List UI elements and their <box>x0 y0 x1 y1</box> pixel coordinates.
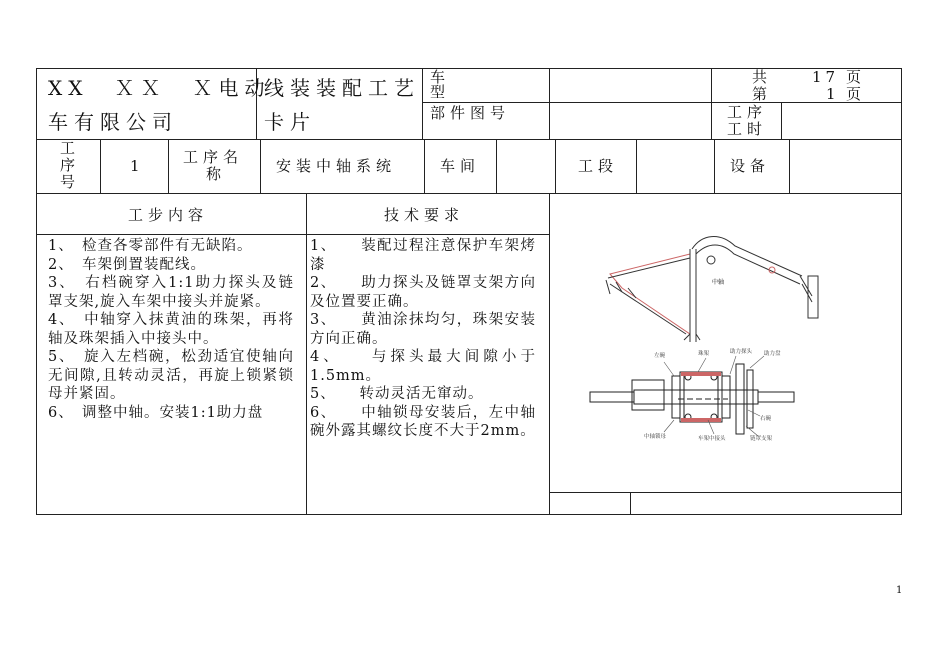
car-type-label-1: 车 <box>430 68 446 86</box>
card-title-line1: 线装装配工艺 <box>264 76 420 100</box>
label-mid-joint: 车架中接头 <box>698 436 726 442</box>
step-item: 1、 检查各零部件有无缺陷。 <box>48 238 253 254</box>
proc-no-value: 1 <box>130 157 140 175</box>
tech-item: 2、 助力探头及链罩支架方向及位置要正确。 <box>310 275 536 310</box>
total-pages-value: 17 <box>812 68 840 86</box>
frame-drawing <box>606 237 818 342</box>
process-hours-label-2: 工时 <box>727 120 768 138</box>
proc-no-label-1: 工 <box>60 139 76 157</box>
proc-no-label-2: 序 <box>60 156 76 174</box>
tech-item: 4、 与探头最大间隙小于1.5mm。 <box>310 349 536 384</box>
company-name-line1: XX ＸＸ Ｘ电动 <box>48 76 271 100</box>
tech-item: 6、 中轴锁母安装后，左中轴碗外露其螺纹长度不大于2mm。 <box>310 404 536 439</box>
step-item: 5、 旋入左档碗，松劲适宜使轴向无间隙,且转动灵活，再旋上锁紧锁母并紧固。 <box>48 349 294 402</box>
total-pages-label: 共 <box>752 68 768 86</box>
tech-item: 1、 装配过程注意保护车架烤漆 <box>310 238 536 273</box>
steps-header: 工步内容 <box>128 206 209 224</box>
equipment-label: 设备 <box>730 157 771 175</box>
section-label: 工段 <box>578 157 619 175</box>
process-hours-label-1: 工序 <box>727 103 768 121</box>
step-item: 3、 右档碗穿入1:1助力探头及链罩支架,旋入车架中接头并旋紧。 <box>48 275 294 310</box>
label-assist-sensor: 助力探头 <box>730 349 753 355</box>
proc-name-value: 安装中轴系统 <box>276 157 397 175</box>
label-right-cup: 右碗 <box>760 416 772 422</box>
step-item: 4、 中轴穿入抹黄油的珠架，再将轴及珠架插入中接头中。 <box>48 312 294 347</box>
page-value: 1 <box>826 85 836 103</box>
page-unit: 页 <box>846 85 862 103</box>
proc-name-label-1: 工序名 <box>183 148 244 166</box>
part-no-label: 部件图号 <box>430 104 511 122</box>
tech-list <box>310 237 536 441</box>
leader-lines <box>664 356 764 436</box>
frame-label: 中轴 <box>712 279 725 286</box>
tech-item: 3、 黄油涂抹均匀，珠架安装方向正确。 <box>310 312 536 347</box>
company-name-line2: 车有限公司 <box>48 110 178 134</box>
tech-item: 5、 转动灵活无窜动。 <box>310 386 484 402</box>
assembly-drawing <box>550 194 901 491</box>
workshop-label: 车间 <box>440 157 481 175</box>
tech-header: 技术要求 <box>384 206 465 224</box>
proc-name-label-2: 称 <box>206 165 222 183</box>
label-left-cup: 左碗 <box>654 353 666 359</box>
label-bead-cage: 珠架 <box>698 351 710 357</box>
label-assist-disc: 助力盘 <box>764 351 781 357</box>
card-title-line2: 卡片 <box>264 110 316 134</box>
car-type-label-2: 型 <box>430 83 446 101</box>
total-pages-unit: 页 <box>846 68 862 86</box>
page-number: 1 <box>896 585 903 596</box>
label-lock-nut: 中轴锁母 <box>644 434 667 440</box>
page-label: 第 <box>752 85 768 103</box>
steps-list <box>48 237 294 422</box>
label-chain-bracket: 链罩支架 <box>750 436 773 442</box>
step-item: 6、 调整中轴。安装1:1助力盘 <box>48 404 264 421</box>
step-item: 2、 车架倒置装配线。 <box>48 256 206 273</box>
proc-no-label-3: 号 <box>60 173 76 191</box>
